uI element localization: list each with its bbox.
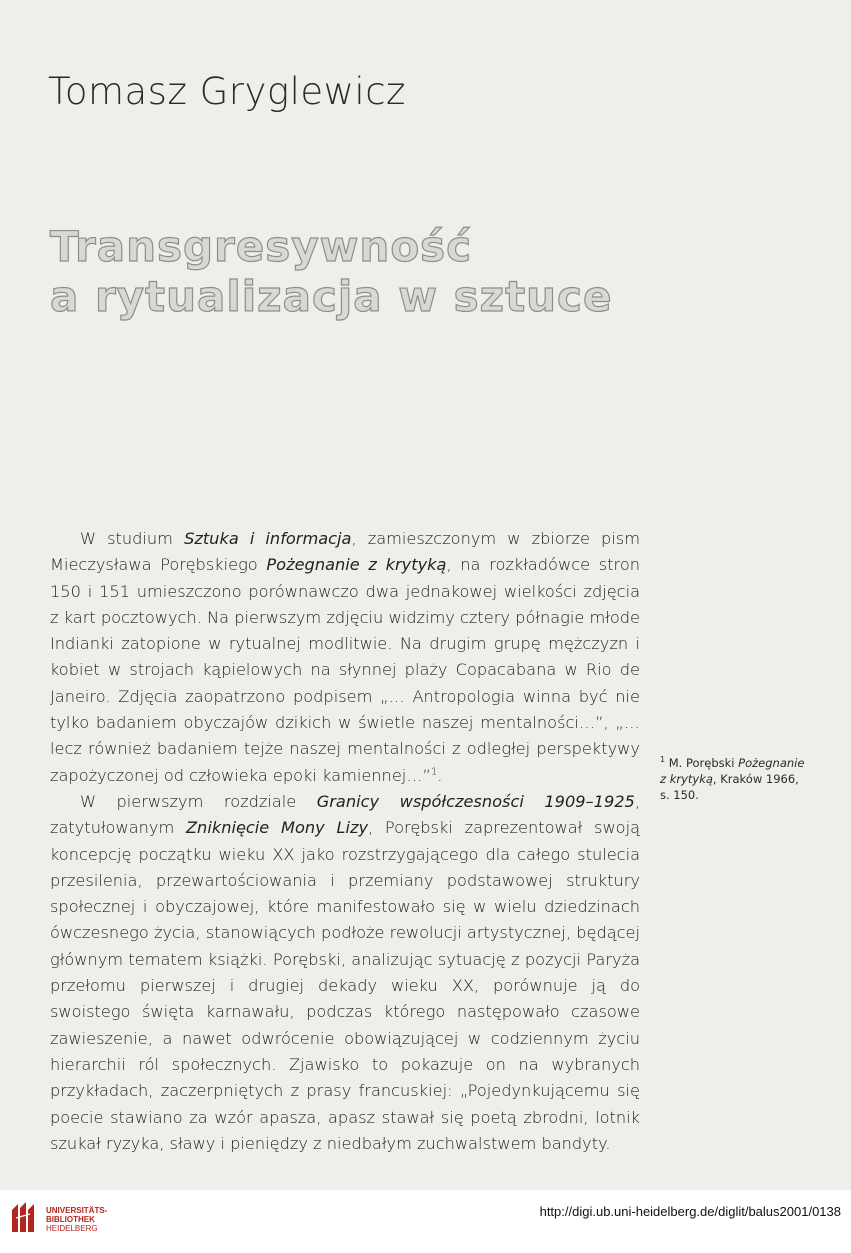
text-run: M. Porębski (665, 755, 739, 770)
text-run: , Porębski zaprezentował swoją koncepcję początku wieku XX jako rozstrzygającego dla całego stulecia przesilenia, przewartościowania i przemiany podstawowej struktury społecznej i obyczajowej, które manifestowało się w wielu dziedzinach ówczesnego życia, stanowiących podłoże rewolucji artystycznej, będącej głównym tematem książki. Porębski, analizując sytuację z pozycji Paryża przełomu pierwszej i drugiej dekady wieku XX, porównuje ją do swoistego święta karnawału, podczas którego następowało czasowe zawieszenie, a nawet odwrócenie obowiązującej w codziennym życiu hierarchii ról społecznych. Zjawisko to pokazuje on na wybranych przykładach, zaczerpniętych z prasy francuskiej: „Pojedynkującemu się poecie stawiano za wzór apasza, apasz stawał się poetą zbrodni, lotnik szukał ryzyka, sławy i pieniędzy z niedbałym zuchwalstwem bandyty. (50, 818, 640, 1153)
footnote-number: 1 (660, 755, 666, 764)
logo-line-1: UNIVERSITÄTS- (46, 1206, 108, 1215)
library-logo-icon (10, 1200, 36, 1234)
title-line-1: Transgresywność (50, 222, 473, 271)
text-run: W pierwszym rozdziale (80, 791, 317, 811)
book-title: Sztuka i informacja (184, 529, 352, 548)
book-title: Granicy współczesności 1909–1925 (316, 791, 635, 811)
book-title: Pożegnanie z krytyką (266, 555, 447, 575)
permalink[interactable]: http://digi.ub.uni-heidelberg.de/diglit/balus2001/0138 (539, 1204, 841, 1219)
text-run: , zatytułowanym (50, 791, 640, 838)
library-name (46, 1206, 107, 1233)
footnote (660, 752, 810, 803)
paragraph-1 (50, 526, 640, 789)
logo-line-2: BIBLIOTHEK (46, 1215, 95, 1224)
library-footer (0, 1190, 851, 1253)
author-name: Tomasz Gryglewicz (48, 70, 406, 113)
chapter-title: Zniknięcie Mony Lizy (185, 818, 369, 838)
text-run: , zamieszczonym w zbiorze pism Mieczysława Porębskiego (50, 529, 641, 575)
text-run: , na rozkładówce stron 150 i 151 umieszczono porównawczo dwa jednakowej wielkości zdjęcia z kart pocztowych. Na pierwszym zdjęciu widzimy cztery półnagie młode Indianki zatopione w rytualnej modlitwie. Na drugim grupę mężczyzn i kobiet w strojach kąpielowych na słynnej plaży Copacabana w Rio de Janeiro. Zdjęcia zaopatrzono podpisem „… Antropologia winna być nie tylko badaniem obyczajów dzikich w świetle naszej mentalności…”, „… lecz również badaniem tejże naszej mentalności z odległej perspektywy zapożyczonej od człowieka epoki kamiennej…” (50, 555, 640, 785)
footnote-marker: 1 (430, 766, 438, 778)
logo-line-3: HEIDELBERG (46, 1224, 98, 1233)
article-title (50, 222, 650, 322)
title-line-2: a rytualizacja w sztuce (50, 272, 613, 321)
text-run: . (437, 765, 443, 785)
book-title: Pożegnanie z krytyką (660, 755, 805, 786)
text-run: , Kraków 1966, s. 150. (660, 771, 799, 802)
paragraph-2 (50, 789, 640, 1157)
article-body (50, 526, 640, 1157)
text-run: W studium (80, 529, 185, 548)
